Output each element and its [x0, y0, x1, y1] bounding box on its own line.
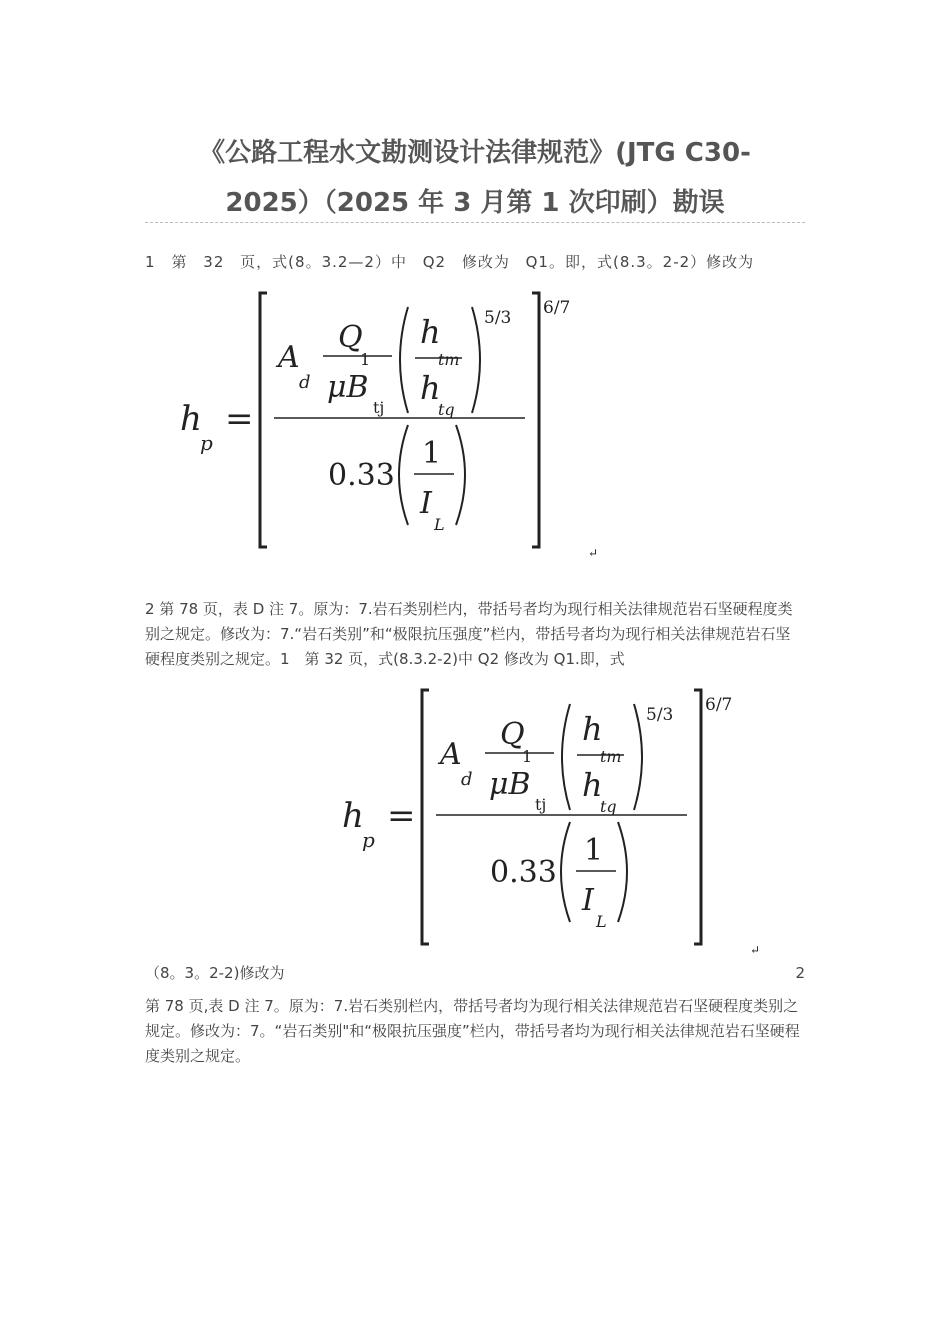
svg-text:1: 1 — [522, 747, 533, 766]
svg-text:Q: Q — [500, 717, 525, 752]
erratum-item-2-repeat: 第 78 页,表 D 注 7。原为：7.岩石类别栏内，带括号者均为现行相关法律规范岩石坚硬程度类别之规定。修改为：7。“岩石类别"和“极限抗压强度”栏内，带括号者均为现行相关法律规范岩石坚硬程度类别之规定。 — [145, 997, 800, 1065]
svg-text:1: 1 — [584, 833, 604, 868]
svg-text:h: h — [420, 369, 441, 407]
svg-text:I: I — [582, 883, 594, 918]
item-number-2: 2 — [795, 964, 805, 982]
svg-text:5/3: 5/3 — [646, 705, 674, 725]
svg-text:d: d — [461, 769, 473, 790]
svg-text:L: L — [434, 515, 445, 534]
svg-text:h: h — [420, 313, 441, 351]
svg-text:h: h — [582, 710, 603, 748]
svg-text:0.33: 0.33 — [490, 855, 557, 890]
svg-text:tq: tq — [438, 400, 455, 419]
outer-exponent: 6/7 — [543, 298, 571, 318]
formula-image-2 — [332, 682, 782, 962]
return-mark: ↵ — [588, 546, 599, 560]
svg-text:tm: tm — [600, 747, 622, 766]
formula-lhs-sub: p — [200, 431, 213, 455]
erratum-item-2: 2 第 78 页，表 D 注 7。原为：7.岩石类别栏内，带括号者均为现行相关法律规范岩石坚硬程度类别之规定。修改为：7.“岩石类别”和“极限抗压强度”栏内，带括号者均为现行相关法律规范岩石坚硬程度类别之规定。1 第 32 页，式(8.3.2-2)中 Q2 修改为 Q1.即，式 — [145, 600, 793, 668]
svg-text:5/3: 5/3 — [484, 308, 512, 328]
right-bracket — [532, 293, 539, 547]
svg-text:L: L — [596, 912, 607, 931]
svg-text:d: d — [299, 372, 311, 393]
document-title-line-2: 2025）（2025 年 3 月第 1 次印刷）勘误 — [225, 188, 725, 218]
formula-reference-text: （8。3。2-2)修改为 — [145, 964, 285, 982]
svg-text:6/7: 6/7 — [705, 695, 733, 715]
svg-text:0.33: 0.33 — [328, 458, 395, 493]
svg-text:=: = — [387, 796, 416, 836]
svg-text:A: A — [440, 737, 462, 772]
formula-equals: = — [225, 399, 254, 439]
svg-text:tj: tj — [373, 398, 385, 417]
svg-text:1: 1 — [422, 436, 442, 471]
svg-text:μB: μB — [489, 767, 531, 802]
svg-text:tj: tj — [535, 795, 547, 814]
svg-text:tm: tm — [438, 350, 460, 369]
svg-text:h: h — [342, 796, 364, 836]
svg-text:μB: μB — [327, 370, 369, 405]
svg-text:1: 1 — [360, 350, 371, 369]
svg-text:tq: tq — [600, 797, 617, 816]
formula-lhs: h — [180, 399, 202, 439]
svg-text:I: I — [420, 486, 432, 521]
svg-text:A: A — [278, 340, 300, 375]
title-divider — [145, 222, 805, 223]
svg-text:Q: Q — [338, 320, 363, 355]
erratum-item-1: 1 第 32 页，式(8。3.2—2）中 Q2 修改为 Q1。即，式(8.3。2-2）修改为 — [145, 253, 755, 271]
document-title-line-1: 《公路工程水文勘测设计法律规范》(JTG C30- — [199, 138, 751, 168]
left-bracket — [260, 293, 267, 547]
formula-image-1 — [170, 285, 620, 565]
svg-text:h: h — [582, 766, 603, 804]
svg-text:↵: ↵ — [750, 943, 761, 957]
svg-text:p: p — [362, 828, 375, 852]
